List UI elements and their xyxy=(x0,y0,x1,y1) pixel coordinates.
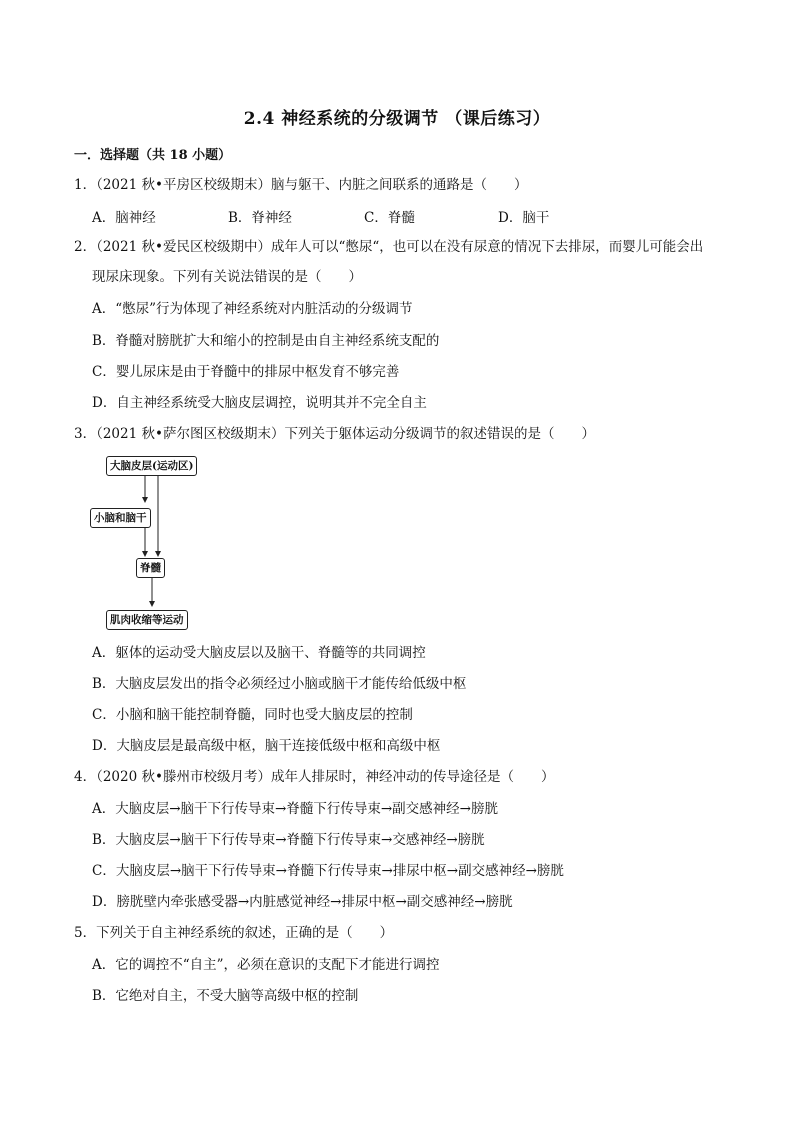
question-5-stem: 5．下列关于自主神经系统的叙述，正确的是（ ） xyxy=(74,925,394,941)
question-3-option-d: D．大脑皮层是最高级中枢，脑干连接低级中枢和高级中枢 xyxy=(92,738,441,754)
question-2-option-b: B．脊髓对膀胱扩大和缩小的控制是由自主神经系统支配的 xyxy=(92,333,440,349)
question-4-stem: 4．（2020 秋•滕州市校级月考）成年人排尿时，神经冲动的传导途径是（ ） xyxy=(74,769,555,785)
question-2-option-d: D．自主神经系统受大脑皮层调控，说明其并不完全自主 xyxy=(92,395,427,411)
question-4-option-a: A．大脑皮层→脑干下行传导束→脊髓下行传导束→副交感神经→膀胱 xyxy=(92,801,498,817)
section-heading: 一．选择题（共 18 小题） xyxy=(74,148,232,163)
question-5-option-a: A．它的调控不“自主”，必须在意识的支配下才能进行调控 xyxy=(92,957,440,973)
diagram-arrows xyxy=(90,452,230,632)
question-5-option-b: B．它绝对自主，不受大脑等高级中枢的控制 xyxy=(92,988,359,1004)
question-2-stem: 2．（2021 秋•爱民区校级期中）成年人可以“憋尿“，也可以在没有尿意的情况下去排尿，而婴儿可能会出 xyxy=(74,239,704,255)
question-2-option-a: A．“憋尿”行为体现了神经系统对内脏活动的分级调节 xyxy=(92,301,413,317)
question-1-stem: 1．（2021 秋•平房区校级期末）脑与躯干、内脏之间联系的通路是（ ） xyxy=(74,177,528,193)
question-1-option-a: A．脑神经 xyxy=(92,210,156,226)
question-1-option-b: B．脊神经 xyxy=(228,210,292,226)
page-title: 2.4 神经系统的分级调节 （课后练习） xyxy=(243,109,551,129)
question-4-option-d: D．膀胱壁内牵张感受器→内脏感觉神经→排尿中枢→副交感神经→膀胱 xyxy=(92,894,513,910)
box-muscle-contraction: 肌肉收缩等运动 xyxy=(106,610,188,630)
question-1-option-d: D．脑干 xyxy=(498,210,550,226)
question-4-option-b: B．大脑皮层→脑干下行传导束→脊髓下行传导束→交感神经→膀胱 xyxy=(92,832,485,848)
box-cerebral-cortex: 大脑皮层(运动区) xyxy=(106,456,197,476)
box-cerebellum-brainstem: 小脑和脑干 xyxy=(90,508,151,528)
box-spinal-cord: 脊髓 xyxy=(136,558,165,578)
question-3-stem: 3．（2021 秋•萨尔图区校级期末）下列关于躯体运动分级调节的叙述错误的是（ ） xyxy=(74,426,595,442)
question-2-stem-continued: 现尿床现象。下列有关说法错误的是（ ） xyxy=(92,269,362,285)
question-1-option-c: C．脊髓 xyxy=(364,210,415,226)
motor-control-diagram xyxy=(90,452,230,632)
question-3-option-b: B．大脑皮层发出的指令必须经过小脑或脑干才能传给低级中枢 xyxy=(92,676,467,692)
question-4-option-c: C．大脑皮层→脑干下行传导束→脊髓下行传导束→排尿中枢→副交感神经→膀胱 xyxy=(92,863,564,879)
question-3-option-a: A．躯体的运动受大脑皮层以及脑干、脊髓等的共同调控 xyxy=(92,645,426,661)
question-3-option-c: C．小脑和脑干能控制脊髓，同时也受大脑皮层的控制 xyxy=(92,707,413,723)
question-2-option-c: C．婴儿尿床是由于脊髓中的排尿中枢发育不够完善 xyxy=(92,364,400,380)
